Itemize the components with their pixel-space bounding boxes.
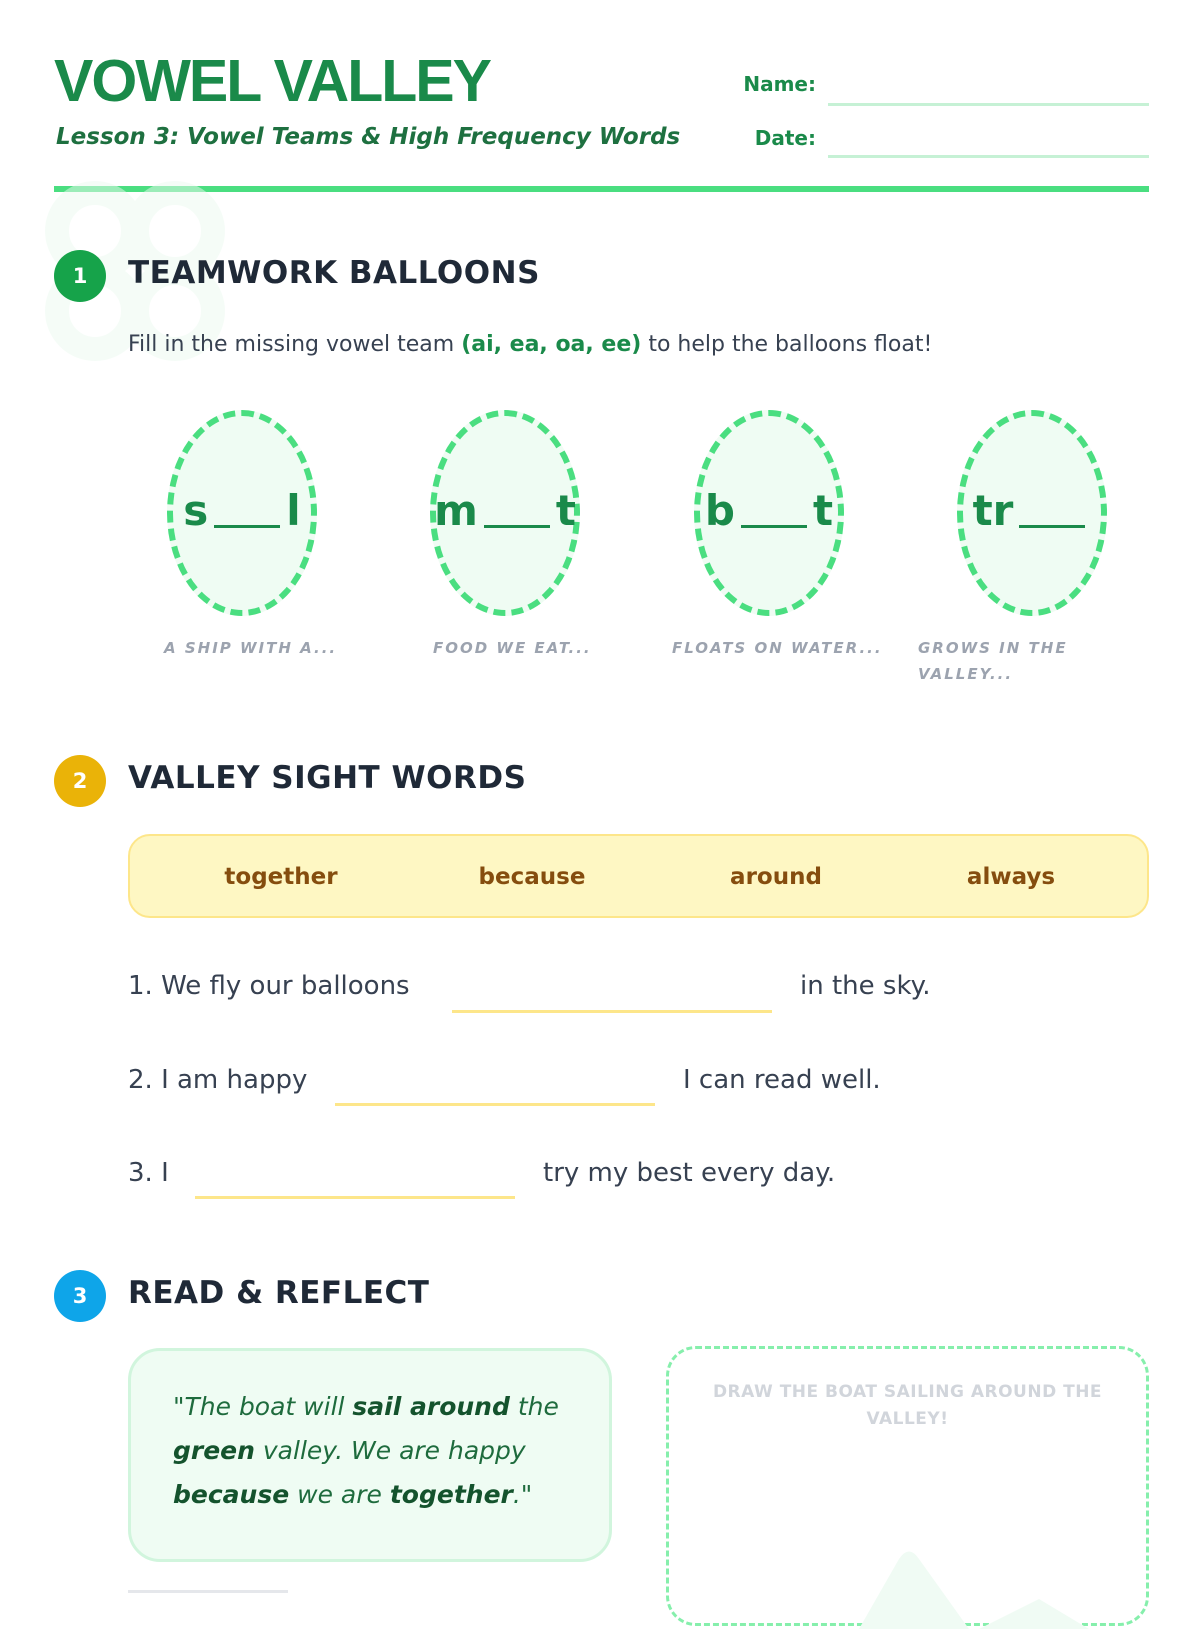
passage-text: the bbox=[509, 1392, 559, 1421]
section-1-instruction bbox=[128, 332, 932, 357]
passage-keyword: because bbox=[173, 1480, 290, 1509]
balloon-clue: FLOATS ON WATER... bbox=[672, 639, 883, 657]
reading-passage bbox=[128, 1348, 612, 1562]
word-end: l bbox=[286, 486, 301, 535]
date-label: Date: bbox=[754, 126, 816, 150]
mountain-icon bbox=[839, 1529, 1099, 1629]
balloon-clue: FOOD WE EAT... bbox=[433, 639, 592, 657]
word-bank-item: because bbox=[478, 864, 586, 890]
vowel-team-blank[interactable] bbox=[741, 519, 807, 528]
sentence-2-start: 2. I am happy bbox=[128, 1065, 308, 1095]
word-bank-item: always bbox=[966, 864, 1056, 890]
next-question-stub bbox=[128, 1590, 288, 1593]
vowel-team-list: (ai, ea, oa, ee) bbox=[461, 332, 642, 357]
passage-keyword: green bbox=[173, 1436, 255, 1465]
date-field[interactable] bbox=[828, 155, 1149, 158]
balloon-word bbox=[952, 486, 1112, 535]
drawing-box[interactable] bbox=[666, 1346, 1149, 1626]
sentence-3-blank[interactable] bbox=[195, 1196, 515, 1199]
instruction-text: Fill in the missing vowel team bbox=[128, 332, 462, 357]
word-bank bbox=[128, 834, 1149, 918]
balloon-clue: A SHIP WITH A... bbox=[164, 639, 338, 657]
instruction-text-end: to help the balloons float! bbox=[641, 332, 933, 357]
passage-text: valley. We are happy bbox=[254, 1436, 526, 1465]
passage-text: we are bbox=[289, 1480, 390, 1509]
vowel-team-blank[interactable] bbox=[484, 519, 550, 528]
word-start: tr bbox=[972, 486, 1014, 535]
sentence-1-end: in the sky. bbox=[800, 971, 931, 1001]
page-title: VOWEL VALLEY bbox=[54, 48, 491, 114]
passage-keyword: together bbox=[389, 1480, 513, 1509]
balloon-clue: GROWS IN THE VALLEY... bbox=[918, 639, 1068, 683]
sentence-1-start: 1. We fly our balloons bbox=[128, 971, 410, 1001]
balloon-word bbox=[689, 486, 849, 535]
section-2-title: VALLEY SIGHT WORDS bbox=[128, 760, 527, 796]
section-3-title: READ & REFLECT bbox=[128, 1275, 430, 1311]
section-1-badge: 1 bbox=[54, 250, 106, 302]
balloon-word bbox=[162, 486, 322, 535]
section-3-badge: 3 bbox=[54, 1270, 106, 1322]
passage-keyword: sail around bbox=[352, 1392, 510, 1421]
balloon-word bbox=[425, 486, 585, 535]
section-1-title: TEAMWORK BALLOONS bbox=[128, 255, 540, 291]
sentence-1-blank[interactable] bbox=[452, 1010, 772, 1013]
passage-text: "The boat will bbox=[173, 1392, 353, 1421]
word-start: s bbox=[183, 486, 209, 535]
drawing-prompt: DRAW THE BOAT SAILING AROUND THE VALLEY! bbox=[712, 1382, 1103, 1430]
name-field[interactable] bbox=[828, 103, 1149, 106]
sentence-3-end: try my best every day. bbox=[543, 1158, 836, 1188]
word-bank-item: together bbox=[224, 864, 338, 890]
vowel-team-blank[interactable] bbox=[214, 519, 280, 528]
page-subtitle: Lesson 3: Vowel Teams & High Frequency Words bbox=[56, 124, 681, 150]
vowel-team-blank[interactable] bbox=[1019, 519, 1085, 528]
word-end: t bbox=[555, 486, 576, 535]
sentence-2-blank[interactable] bbox=[335, 1103, 655, 1106]
sentence-3-start: 3. I bbox=[128, 1158, 169, 1188]
word-start: b bbox=[704, 486, 735, 535]
word-end: t bbox=[813, 486, 834, 535]
name-label: Name: bbox=[743, 72, 816, 96]
word-start: m bbox=[434, 486, 478, 535]
sentence-2-end: I can read well. bbox=[683, 1065, 881, 1095]
section-2-badge: 2 bbox=[54, 755, 106, 807]
word-bank-item: around bbox=[730, 864, 822, 890]
passage-text: ." bbox=[512, 1480, 533, 1509]
